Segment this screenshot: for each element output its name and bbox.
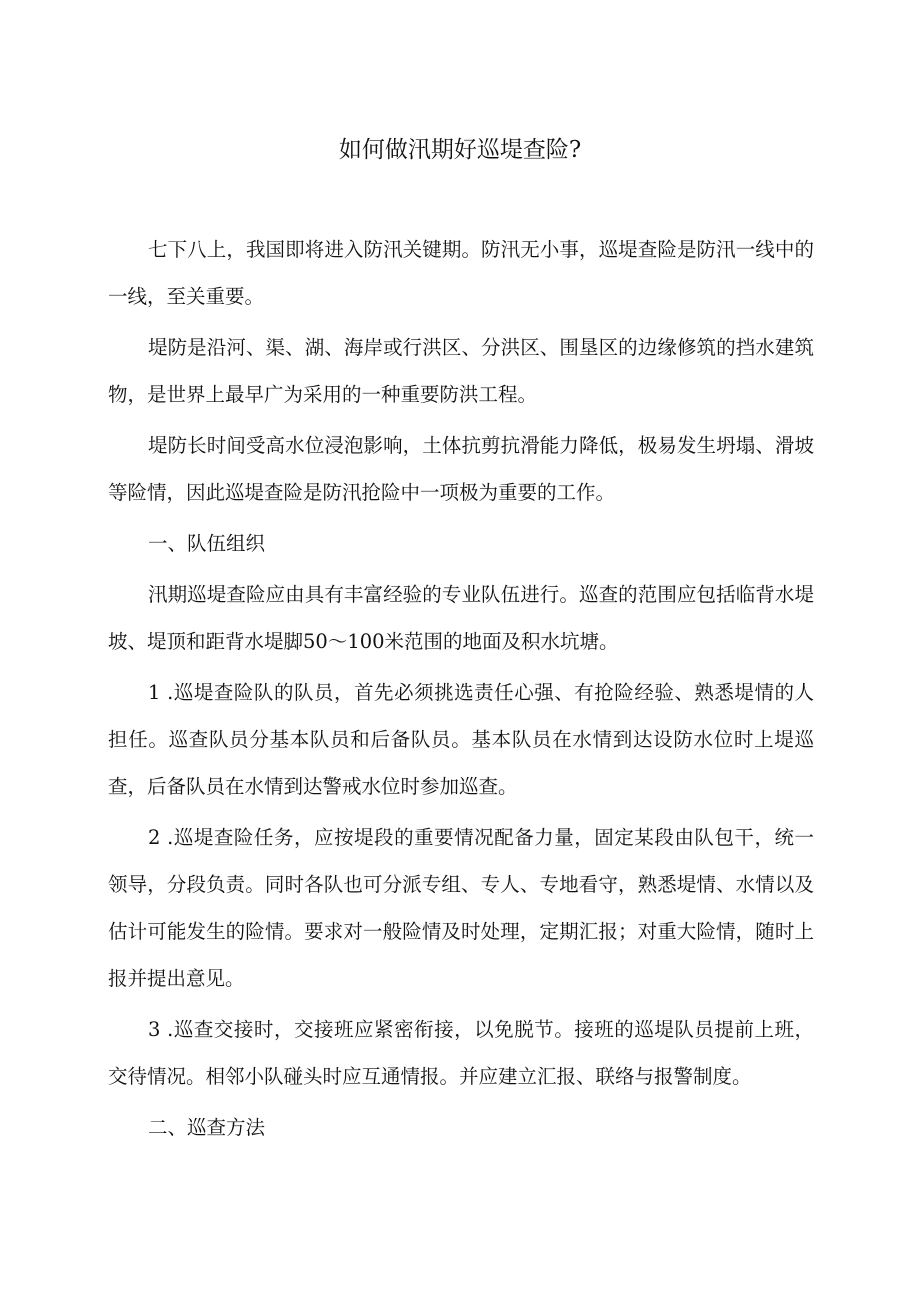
paragraph-team-scope: 汛期巡堤查险应由具有丰富经验的专业队伍进行。巡查的范围应包括临背水堤坡、堤顶和距背水堤脚50～100米范围的地面及积水坑塘。 bbox=[108, 583, 814, 653]
document-body bbox=[108, 226, 814, 1155]
document-title: 如何做汛期好巡堤查险? bbox=[338, 137, 582, 163]
paragraph-definition: 堤防是沿河、渠、湖、海岸或行洪区、分洪区、围垦区的边缘修筑的挡水建筑物，是世界上最早广为采用的一种重要防洪工程。 bbox=[108, 336, 814, 406]
list-item-3: 3 .巡查交接时，交接班应紧密衔接，以免脱节。接班的巡堤队员提前上班，交待情况。相邻小队碰头时应互通情报。并应建立汇报、联络与报警制度。 bbox=[108, 1018, 814, 1088]
paragraph-intro: 七下八上，我国即将进入防汛关键期。防汛无小事，巡堤查险是防汛一线中的一线，至关重要。 bbox=[108, 238, 814, 308]
section-heading-method: 二、巡查方法 bbox=[148, 1116, 266, 1139]
paragraph-importance: 堤防长时间受高水位浸泡影响，土体抗剪抗滑能力降低，极易发生坍塌、滑坡等险情，因此巡堤查险是防汛抢险中一项极为重要的工作。 bbox=[108, 434, 814, 504]
list-item-1: 1 .巡堤查险队的队员，首先必须挑选责任心强、有抢险经验、熟悉堤情的人担任。巡查队员分基本队员和后备队员。基本队员在水情到达设防水位时上堤巡查，后备队员在水情到达警戒水位时参加巡查。 bbox=[108, 681, 814, 798]
section-heading-team: 一、队伍组织 bbox=[148, 532, 266, 555]
list-item-2: 2 .巡堤查险任务，应按堤段的重要情况配备力量，固定某段由队包干，统一领导，分段负责。同时各队也可分派专组、专人、专地看守，熟悉堤情、水情以及估计可能发生的险情。要求对一般险情及时处理，定期汇报；对重大险情，随时上报并提出意见。 bbox=[108, 826, 814, 990]
